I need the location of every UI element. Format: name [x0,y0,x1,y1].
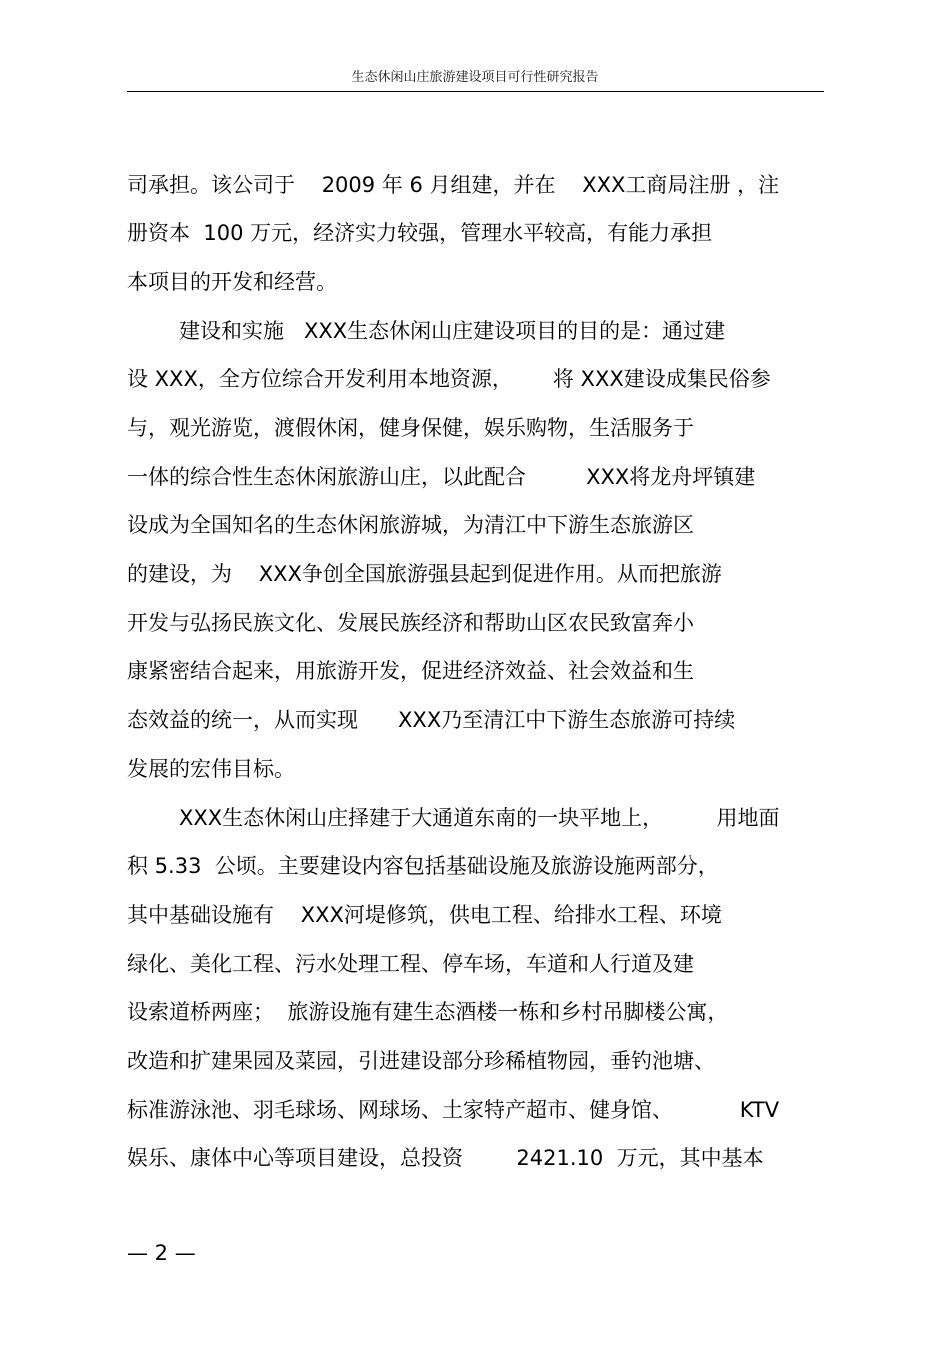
text-line: 发展的宏伟目标。 [127,757,295,781]
text-line: 绿化、美化工程、污水处理工程、停车场，车道和人行道及建 [127,952,694,976]
text-line: 设 XXX，全方位综合开发利用本地资源， 将 XXX建设成集民俗参 [127,367,771,391]
text-line: 标准游泳池、羽毛球场、网球场、土家特产超市、健身馆、 KTV [127,1098,780,1122]
text-line: 司承担。该公司于 2009 年 6 月组建，并在 XXX工商局注册 ，注 [127,173,780,197]
text-line: 态效益的统一，从而实现 XXX乃至清江中下游生态旅游可持续 [127,708,736,732]
text-line: 娱乐、康体中心等项目建设，总投资 2421.10 万元，其中基本 [127,1146,764,1170]
text-line: 一体的综合性生态休闲旅游山庄，以此配合 XXX将龙舟坪镇建 [127,465,756,489]
text-line: XXX生态休闲山庄择建于大通道东南的一块平地上， 用地面 [179,806,780,830]
text-line: 的建设，为 XXX争创全国旅游强县起到促进作用。从而把旅游 [127,562,722,586]
text-line: 开发与弘扬民族文化、发展民族经济和帮助山区农民致富奔小 [127,611,694,635]
text-line: 积 5.33 公顷。主要建设内容包括基础设施及旅游设施两部分， [127,854,719,878]
text-line: 设成为全国知名的生态休闲旅游城，为清江中下游生态旅游区 [127,513,694,537]
header-divider [127,91,824,92]
page-number: — 2 — [127,1241,196,1265]
text-line: 康紧密结合起来，用旅游开发，促进经济效益、社会效益和生 [127,659,694,683]
text-line: 设索道桥两座； 旅游设施有建生态酒楼一栋和乡村吊脚楼公寓， [127,1000,729,1024]
text-line: 改造和扩建果园及菜园，引进建设部分珍稀植物园，垂钓池塘、 [127,1049,715,1073]
running-header: 生态休闲山庄旅游建设项目可行性研究报告 [351,70,599,85]
text-line: 建设和实施 XXX生态休闲山庄建设项目的目的是：通过建 [179,319,726,343]
text-line: 本项目的开发和经营。 [127,270,337,294]
text-line: 册资本 100 万元，经济实力较强，管理水平较高，有能力承担 [127,221,713,245]
text-line: 其中基础设施有 XXX河堤修筑，供电工程、给排水工程、环境 [127,903,722,927]
text-line: 与，观光游览，渡假休闲，健身保健，娱乐购物，生活服务于 [127,416,694,440]
